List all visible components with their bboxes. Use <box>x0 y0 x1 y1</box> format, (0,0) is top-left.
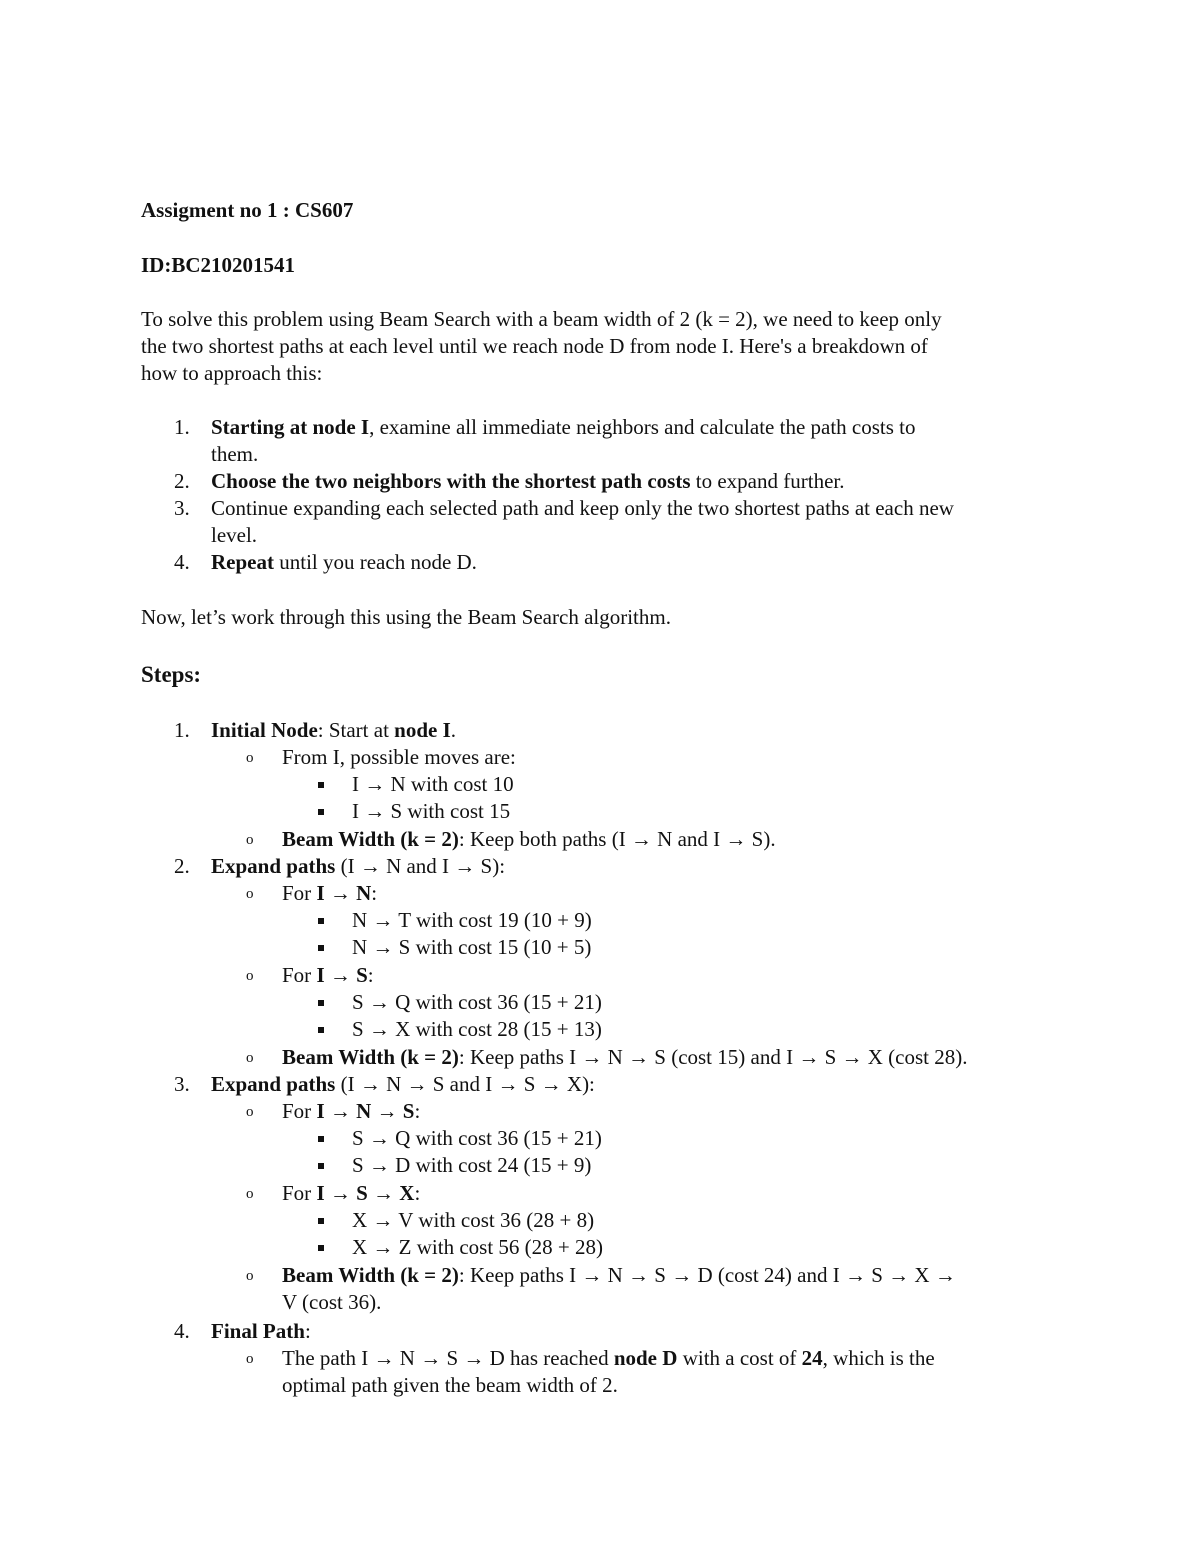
sub-item-suffix: : <box>367 963 374 987</box>
page-title: Assigment no 1 : CS607 <box>141 198 354 222</box>
step-number: 3. <box>174 1072 190 1096</box>
list-item: Continue expanding each selected path and keep only the two shortest paths at each new <box>211 496 954 520</box>
step-text: (I → N and I → S): <box>335 854 506 878</box>
sub-item <box>282 1044 967 1071</box>
sub-sub-item: S → D with cost 24 (15 + 9) <box>352 1153 592 1177</box>
sub-sub-item: S → Q with cost 36 (15 + 21) <box>352 1126 602 1150</box>
step-text: : <box>304 1319 311 1343</box>
beam-width-text: : Keep paths I → N → S (cost 15) and I → S → X (cost 28). <box>458 1045 968 1069</box>
square-bullet-icon <box>318 1027 324 1033</box>
sub-sub-item: S → Q with cost 36 (15 + 21) <box>352 990 602 1014</box>
square-bullet-icon <box>318 782 324 788</box>
step-node: node I <box>394 718 451 742</box>
step-item <box>211 717 456 744</box>
square-bullet-icon <box>318 945 324 951</box>
sub-sub-item: X → V with cost 36 (28 + 8) <box>352 1208 595 1232</box>
step-label: Expand paths <box>211 1072 336 1096</box>
circle-bullet-icon: o <box>246 1104 254 1120</box>
sub-item-prefix: For <box>282 963 317 987</box>
circle-bullet-icon: o <box>246 1050 254 1066</box>
sub-item <box>282 1098 420 1125</box>
sub-sub-item: S → X with cost 28 (15 + 13) <box>352 1017 602 1041</box>
list-number: 1. <box>174 415 190 439</box>
circle-bullet-icon: o <box>246 832 254 848</box>
final-cost: 24 <box>801 1346 823 1370</box>
list-item-text: to expand further. <box>690 469 845 493</box>
square-bullet-icon <box>318 809 324 815</box>
sub-item-path: I → S <box>316 963 368 987</box>
list-item-bold: Choose the two neighbors with the shortest path costs <box>211 469 691 493</box>
sub-sub-item: N → S with cost 15 (10 + 5) <box>352 935 592 959</box>
step-number: 1. <box>174 718 190 742</box>
circle-bullet-icon: o <box>246 968 254 984</box>
final-node: node D <box>613 1346 678 1370</box>
step-label: Expand paths <box>211 854 336 878</box>
square-bullet-icon <box>318 1000 324 1006</box>
student-id: ID:BC210201541 <box>141 253 296 277</box>
sub-item-prefix: For <box>282 1181 317 1205</box>
list-item-text: , examine all immediate neighbors and calculate the path costs to <box>369 415 916 439</box>
final-path-text: , which is the <box>822 1346 935 1370</box>
beam-width-label: Beam Width (k = 2) <box>282 1263 459 1287</box>
intro-line-3: how to approach this: <box>141 361 323 385</box>
sub-item <box>282 1180 420 1207</box>
sub-item <box>282 1262 956 1289</box>
list-item <box>211 468 844 495</box>
square-bullet-icon <box>318 1136 324 1142</box>
list-item <box>211 414 916 441</box>
square-bullet-icon <box>318 1245 324 1251</box>
square-bullet-icon <box>318 918 324 924</box>
sub-item-prefix: For <box>282 1099 317 1123</box>
steps-heading: Steps: <box>141 662 202 687</box>
step-label: Final Path <box>211 1319 305 1343</box>
sub-item: From I, possible moves are: <box>282 745 516 769</box>
step-item <box>211 853 505 880</box>
circle-bullet-icon: o <box>246 1268 254 1284</box>
beam-width-text: : Keep paths I → N → S → D (cost 24) and I → S → X → <box>458 1263 956 1287</box>
sub-item <box>282 962 374 989</box>
intro-line-2: the two shortest paths at each level until we reach node D from node I. Here's a breakdown of <box>141 334 928 358</box>
sub-item <box>282 826 776 853</box>
beam-width-label: Beam Width (k = 2) <box>282 827 459 851</box>
final-path-text: with a cost of <box>677 1346 802 1370</box>
step-label: Initial Node <box>211 718 318 742</box>
step-text-end: . <box>450 718 457 742</box>
list-item-bold: Starting at node I <box>211 415 370 439</box>
sub-sub-item: N → T with cost 19 (10 + 9) <box>352 908 592 932</box>
intro-line-1: To solve this problem using Beam Search with a beam width of 2 (k = 2), we need to keep only <box>141 307 942 331</box>
square-bullet-icon <box>318 1218 324 1224</box>
circle-bullet-icon: o <box>246 1351 254 1367</box>
step-text: : Start at <box>317 718 395 742</box>
list-item-bold: Repeat <box>211 550 274 574</box>
sub-item-suffix: : <box>414 1099 421 1123</box>
sub-sub-item: I → N with cost 10 <box>352 772 514 796</box>
list-number: 4. <box>174 550 190 574</box>
list-number: 3. <box>174 496 190 520</box>
sub-item-continuation: optimal path given the beam width of 2. <box>282 1373 618 1397</box>
beam-width-label: Beam Width (k = 2) <box>282 1045 459 1069</box>
beam-width-text: : Keep both paths (I → N and I → S). <box>458 827 776 851</box>
step-number: 2. <box>174 854 190 878</box>
sub-item-path: I → N <box>316 881 372 905</box>
circle-bullet-icon: o <box>246 1186 254 1202</box>
sub-item <box>282 880 377 907</box>
circle-bullet-icon: o <box>246 886 254 902</box>
sub-item-suffix: : <box>371 881 378 905</box>
list-item-text: until you reach node D. <box>273 550 477 574</box>
list-item <box>211 549 477 576</box>
sub-item-prefix: For <box>282 881 317 905</box>
list-item-continuation: level. <box>211 523 258 547</box>
circle-bullet-icon: o <box>246 750 254 766</box>
step-item <box>211 1071 595 1098</box>
list-item-continuation: them. <box>211 442 259 466</box>
sub-item-path: I → S → X <box>316 1181 415 1205</box>
square-bullet-icon <box>318 1163 324 1169</box>
list-number: 2. <box>174 469 190 493</box>
step-item <box>211 1318 311 1345</box>
final-path-text: The path I → N → S → D has reached <box>282 1346 614 1370</box>
sub-sub-item: I → S with cost 15 <box>352 799 511 823</box>
transition-paragraph: Now, let’s work through this using the Beam Search algorithm. <box>141 605 671 629</box>
step-number: 4. <box>174 1319 190 1343</box>
sub-item-continuation: V (cost 36). <box>282 1290 382 1314</box>
sub-item <box>282 1345 935 1372</box>
sub-item-path: I → N → S <box>316 1099 415 1123</box>
step-text: (I → N → S and I → S → X): <box>335 1072 595 1096</box>
sub-item-suffix: : <box>414 1181 421 1205</box>
sub-sub-item: X → Z with cost 56 (28 + 28) <box>352 1235 603 1259</box>
